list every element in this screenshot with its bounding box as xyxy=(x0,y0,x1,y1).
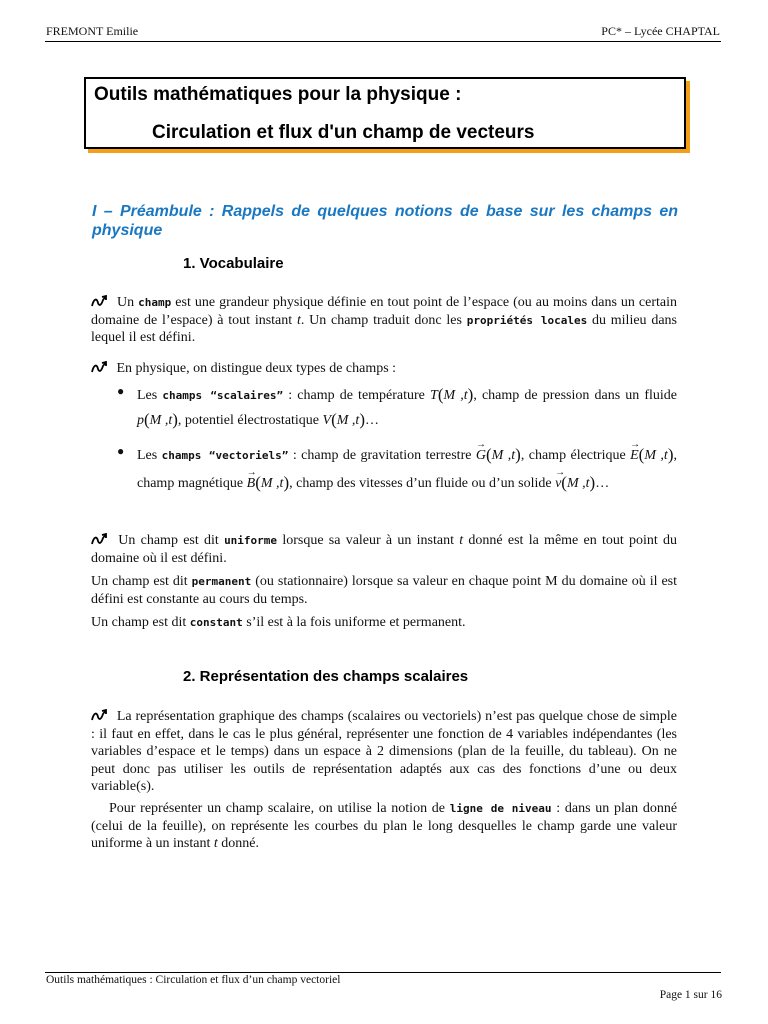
p6-text: La représentation graphique des champs (scalaires ou vectoriels) n’est pas quelque chose de simple : il faut en effet, dans le cas le plus général, représenter une fonction de 4 variables indépendantes (les variables d’espace et le temps) dans un espace à 2 dimensions (plan de la feuille, du tableau). On ne peut donc pas utiliser les outils de représentation adaptés aux cas des fonctions d’une ou deux variable(s). xyxy=(91,709,677,794)
p4-text-a: Un champ est dit xyxy=(91,574,188,589)
b1-var-p: p xyxy=(137,413,144,428)
paragraph-constant xyxy=(91,614,677,632)
b2-vec-E: → E xyxy=(630,442,639,469)
b1-args-1: M ,t xyxy=(443,388,468,403)
b2-text-c: , champ électrique xyxy=(520,448,626,463)
header-rule xyxy=(45,41,721,42)
list-bullet-dot: ● xyxy=(117,444,125,458)
subheading-vocabulaire: 1. Vocabulaire xyxy=(183,255,284,272)
curl-arrow-icon xyxy=(91,709,109,721)
b2-text-a: Les xyxy=(137,448,158,463)
p1-text-b: est une grandeur physique définie en tout point de l’espace (ou au moins dans un certain domaine de l’espace) à tout instant xyxy=(91,295,678,328)
p7-text-a: Pour représenter un champ scalaire, on utilise la notion de xyxy=(109,801,446,816)
b1-text-a: Les xyxy=(137,388,158,403)
p3-text-b: lorsque sa valeur à un instant xyxy=(282,533,454,548)
keyword-uniforme: uniforme xyxy=(224,534,278,547)
p3-text-a: Un champ est dit xyxy=(118,533,219,548)
p7-text-b: : dans un plan donné (celui de la feuille), on représente les courbes du plan le long desquelles le champ garde une valeur uniforme à un instant xyxy=(91,801,678,851)
keyword-proprietes-locales: propriétés locales xyxy=(466,313,588,327)
paragraph-champ-definition xyxy=(91,294,677,347)
b2-args-1: M ,t xyxy=(491,448,516,463)
b1-var-V: V xyxy=(322,413,332,428)
b2-vec-G: → G xyxy=(476,442,486,469)
curl-arrow-icon xyxy=(91,295,109,307)
title-line-2: Circulation et flux d'un champ de vecteurs xyxy=(152,122,535,143)
p1-var-t: t xyxy=(296,312,301,328)
paragraph-uniforme xyxy=(91,532,677,567)
page-number: Page 1 sur 16 xyxy=(659,989,722,1001)
paragraph-representation-graphique xyxy=(91,708,677,796)
p5-text-b: s’il est à la fois uniforme et permanent. xyxy=(246,615,466,630)
b1-text-c: , champ de pression dans un fluide xyxy=(473,388,678,403)
title-box xyxy=(84,77,686,149)
b2-args-2: M ,t xyxy=(644,448,668,463)
b1-var-T: T xyxy=(430,388,438,403)
list-bullet-dot: ● xyxy=(117,384,125,398)
p7-var-t: t xyxy=(213,836,218,851)
p1-text-d: du milieu dans lequel il est défini. xyxy=(91,312,677,345)
paragraph-ligne-de-niveau xyxy=(91,800,677,853)
b2-ellipsis: … xyxy=(595,476,610,491)
b1-text-d: , potentiel électrostatique xyxy=(177,413,320,428)
title-line-1: Outils mathématiques pour la physique : xyxy=(94,84,462,105)
b1-text-b: : champ de température xyxy=(288,388,425,403)
b2-text-e: , champ des vitesses d’un fluide ou d’un solide xyxy=(289,476,552,491)
p2-text: En physique, on distingue deux types de champs : xyxy=(116,361,397,376)
b2-args-3: M ,t xyxy=(260,476,284,491)
b2-args-4: M ,t xyxy=(566,476,590,491)
keyword-champs-vectoriels: champs “vectoriels” xyxy=(161,449,289,462)
b2-vec-B: → B xyxy=(247,470,256,497)
header-class: PC* – Lycée CHAPTAL xyxy=(601,24,720,38)
keyword-champ: champ xyxy=(138,296,172,309)
p7-text-c: donné. xyxy=(221,836,259,851)
paragraph-permanent xyxy=(91,573,677,608)
list-item-vectoriels: Les champs “vectoriels” : champ de gravitation terrestre → G(M ,t), champ électrique → E(M ,t), champ magnétique → B(M ,t), champ des vitesses d’un fluide ou d’un solide → v(M ,t)… xyxy=(137,441,677,497)
b1-args-3: M ,t xyxy=(336,413,360,428)
p4-text-b: (ou stationnaire) lorsque sa valeur en chaque point M du domaine où il est défini est constante au cours du temps. xyxy=(91,574,678,607)
curl-arrow-icon xyxy=(91,533,109,545)
p3-var-t: t xyxy=(459,533,464,548)
header-author: FREMONT Emilie xyxy=(46,24,139,38)
b2-text-d: , champ magnétique xyxy=(137,448,677,491)
footer-title: Outils mathématiques : Circulation et flux d’un champ vectoriel xyxy=(46,974,341,986)
p5-text-a: Un champ est dit xyxy=(91,615,187,630)
keyword-permanent: permanent xyxy=(191,575,252,588)
footer-rule xyxy=(45,972,721,973)
b1-args-2: M ,t xyxy=(149,413,173,428)
keyword-ligne-de-niveau: ligne de niveau xyxy=(449,802,552,815)
paragraph-deux-types xyxy=(91,360,677,378)
b1-ellipsis: … xyxy=(365,413,379,428)
b2-vec-v: → v xyxy=(555,470,561,497)
curl-arrow-icon xyxy=(91,361,109,373)
subheading-representation: 2. Représentation des champs scalaires xyxy=(183,668,469,685)
list-item-scalaires: Les champs “scalaires” : champ de température T(M ,t), champ de pression dans un fluide p(M ,t), potentiel électrostatique V(M ,t)… xyxy=(137,385,678,429)
p3-text-c: donné est la même en tout point du domaine où il est défini. xyxy=(91,533,678,566)
keyword-constant: constant xyxy=(189,616,243,629)
keyword-champs-scalaires: champs “scalaires” xyxy=(162,389,284,402)
section-heading: I – Préambule : Rappels de quelques notions de base sur les champs en physique xyxy=(92,203,678,239)
p1-text-c: . Un champ traduit donc les xyxy=(300,312,462,328)
b2-text-b: : champ de gravitation terrestre xyxy=(292,448,472,463)
p1-text-a: Un xyxy=(117,295,135,310)
